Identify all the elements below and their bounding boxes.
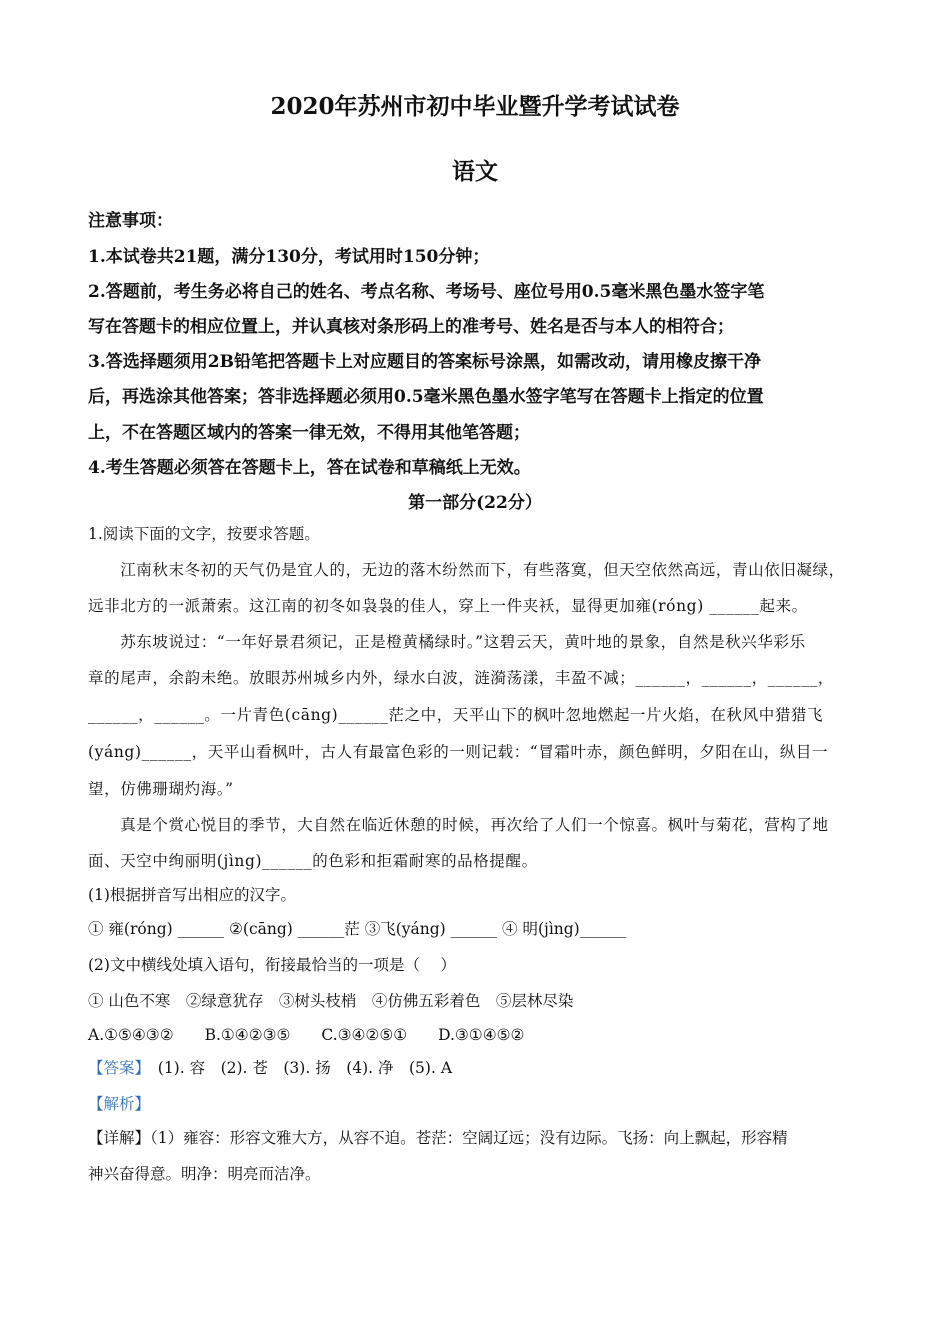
detail-text-1: （1）雍容：形容文雅大方，从容不迫。苍茫：空阔辽远；没有边际。飞扬：向上飘起，形容精	[150, 1129, 788, 1147]
answer-options: A.①⑤④③② B.①④②③⑤ C.③④②⑤① D.③①④⑤②	[88, 1026, 525, 1044]
detail-line-2: 神兴奋得意。明净：明亮而洁净。	[88, 1165, 321, 1183]
passage-line-8: 真是个赏心悦目的季节，大自然在临近休憩的时候，再次给了人们一个惊喜。枫叶与菊花，营构了地	[88, 816, 829, 834]
notice-line-7: 4.考生答题必须答在答题卡上，答在试卷和草稿纸上无效。	[88, 458, 531, 478]
answer-line	[88, 1056, 452, 1078]
passage-line-2: 远非北方的一派萧索。这江南的初冬如袅袅的佳人，穿上一件夹袄，显得更加雍(róng) ______起来。	[88, 597, 808, 615]
notice-heading: 注意事项：	[88, 211, 173, 231]
subquestion-2: (2)文中横线处填入语句，衔接最恰当的一项是（ ）	[88, 956, 456, 974]
notice-line-5: 后，再选涂其他答案；答非选择题必须用0.5毫米黑色墨水签字笔写在答题卡上指定的位置	[88, 387, 764, 407]
notice-line-1: 1.本试卷共21题，满分130分，考试用时150分钟；	[88, 247, 490, 267]
passage-line-1: 江南秋末冬初的天气仍是宜人的，无边的落木纷然而下，有些落寞，但天空依然高远，青山依旧凝绿，	[88, 561, 845, 579]
detail-label: 【详解】	[88, 1129, 151, 1147]
question-prompt: 1.阅读下面的文字，按要求答题。	[88, 525, 320, 543]
passage-line-9: 面、天空中绚丽明(jìng)______的色彩和拒霜耐寒的品格提醒。	[88, 852, 538, 870]
passage-line-3: 苏东坡说过：“一年好景君须记，正是橙黄橘绿时。”这碧云天，黄叶地的景象，自然是秋兴华彩乐	[88, 633, 806, 651]
answer-text: (1). 容 (2). 苍 (3). 扬 (4). 净 (5). A	[142, 1059, 453, 1077]
detail-line-1	[88, 1126, 788, 1148]
subject-title: 语文	[452, 158, 498, 185]
subquestion-1-items: ① 雍(róng) ______ ②(cāng) ______茫 ③飞(yáng) ______ ④ 明(jìng)______	[88, 920, 627, 938]
notice-line-3: 写在答题卡的相应位置上，并认真核对条形码上的准考号、姓名是否与本人的相符合；	[88, 317, 734, 337]
notice-line-6: 上，不在答题区域内的答案一律无效，不得用其他笔答题；	[88, 423, 530, 443]
passage-line-7: 望，仿佛珊瑚灼海。”	[88, 780, 234, 798]
passage-line-4: 章的尾声，余韵未绝。放眼苏州城乡内外，绿水白波，涟漪荡漾，丰盈不减；______，______，______，	[88, 669, 835, 687]
subquestion-2-phrases: ① 山色不寒 ②绿意犹存 ③树头枝梢 ④仿佛五彩着色 ⑤层林尽染	[88, 992, 574, 1010]
exam-title: 2020年苏州市初中毕业暨升学考试试卷	[270, 93, 680, 120]
passage-line-6: (yáng)______，天平山看枫叶，古人有最富色彩的一则记载：“冒霜叶赤，颜色鲜明，夕阳在山，纵目一	[88, 743, 829, 761]
passage-line-5: ______，______。一片青色(cāng)______茫之中，天平山下的枫叶忽地燃起一片火焰，在秋风中猎猎飞	[88, 706, 824, 724]
notice-line-4: 3.答选择题须用2B铅笔把答题卡上对应题目的答案标号涂黑，如需改动，请用橡皮擦干净	[88, 352, 761, 372]
notice-line-2: 2.答题前，考生务必将自己的姓名、考点名称、考场号、座位号用0.5毫米黑色墨水签字笔	[88, 282, 765, 302]
analysis-label: 【解析】	[88, 1095, 151, 1113]
part-title: 第一部分(22分）	[408, 493, 542, 513]
answer-label: 【答案】	[88, 1059, 143, 1077]
subquestion-1: (1)根据拼音写出相应的汉字。	[88, 886, 296, 904]
